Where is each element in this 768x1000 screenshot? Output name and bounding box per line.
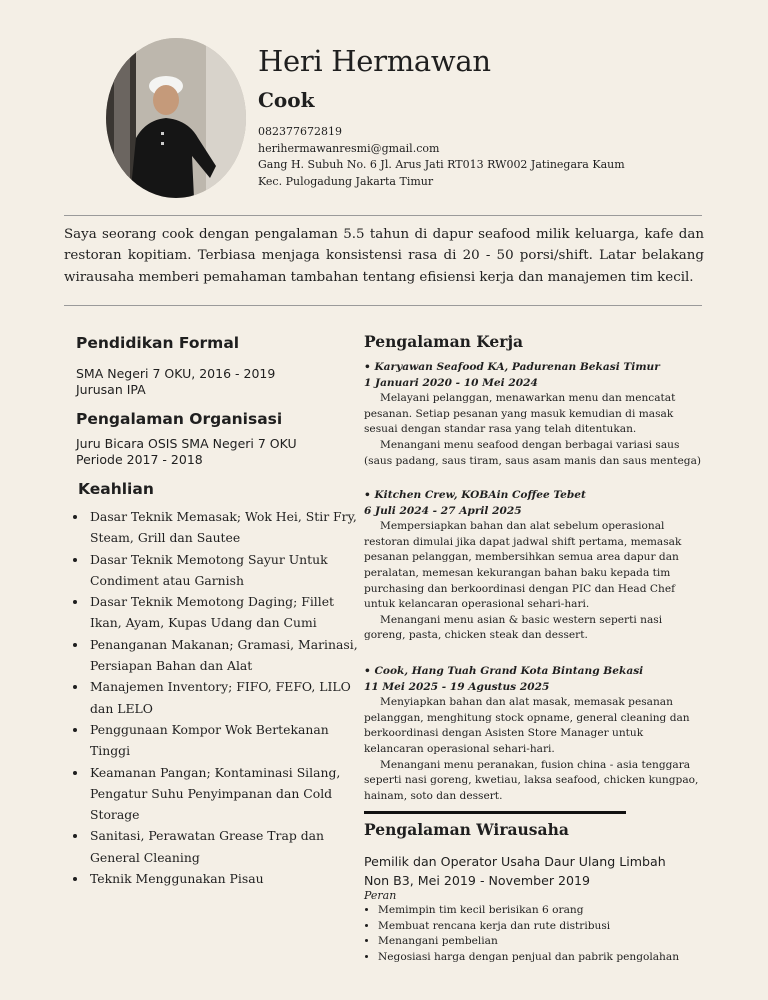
list-item: • Dasar Teknik Memotong Daging; Fillet Ikan, Ayam, Kupas Udang dan Cumi	[88, 591, 358, 634]
organization-line-1: Juru Bicara OSIS SMA Negeri 7 OKU	[76, 436, 297, 451]
list-item: • Sanitasi, Perawatan Grease Trap dan General Cleaning	[88, 825, 358, 868]
divider-bottom	[64, 305, 702, 306]
list-item: • Manajemen Inventory; FIFO, FEFO, LILO dan LELO	[88, 676, 358, 719]
job-description: Mempersiapkan bahan dan alat sebelum operasional restoran dimulai jika dapat jadwal shift pertama, memasak pesanan pelanggan, membersihkan semua area dapur dan peralatan, memesan kekurangan bahan baku kepada tim purchasing dan berkoordinasi dengan PIC dan Head Chef untuk kelancaran operasional sehari-hari.	[364, 520, 682, 611]
address-line-2: Kec. Pulogadung Jakarta Timur	[258, 174, 434, 188]
job-description: Menyiapkan bahan dan alat masak, memasak pesanan pelanggan, menghitung stock opname, general cleaning dan berkoordinasi dengan Asisten Store Manager untuk kelancaran operasional sehari-hari.	[364, 696, 690, 755]
job-dates: 11 Mei 2025 - 19 Agustus 2025	[364, 680, 550, 693]
education-line-2: Jurusan IPA	[76, 382, 146, 397]
entrepreneur-role-label: Peran	[364, 889, 397, 902]
divider-top	[64, 215, 702, 216]
contact-block	[258, 124, 625, 190]
list-item: • Membuat rencana kerja dan rute distribusi	[378, 919, 679, 935]
list-item: • Penggunaan Kompor Wok Bertekanan Tinggi	[88, 719, 358, 762]
skills-list	[74, 506, 358, 889]
candidate-role: Cook	[258, 88, 315, 112]
job-description: Menangani menu asian & basic western seperti nasi goreng, pasta, chicken steak dan dessert.	[364, 613, 663, 642]
phone-number: 082377672819	[258, 125, 342, 138]
job-title: • Karyawan Seafood KA, Padurenan Bekasi Timur	[364, 361, 660, 373]
entrepreneur-line-2: Non B3, Mei 2019 - November 2019	[364, 873, 591, 888]
candidate-name: Heri Hermawan	[258, 44, 491, 78]
list-item: • Memimpin tim kecil berisikan 6 orang	[378, 903, 679, 919]
job-entry-3	[364, 664, 704, 804]
job-dates: 1 Januari 2020 - 10 Mei 2024	[364, 376, 538, 389]
entrepreneur-list	[366, 903, 679, 965]
job-entry-2	[364, 488, 704, 644]
work-heading: Pengalaman Kerja	[364, 332, 524, 351]
list-item: • Keamanan Pangan; Kontaminasi Silang, Pengatur Suhu Penyimpanan dan Cold Storage	[88, 762, 358, 826]
email-address: herihermawanresmi@gmail.com	[258, 141, 440, 155]
profile-photo	[106, 38, 246, 198]
list-item: • Penanganan Makanan; Gramasi, Marinasi, Persiapan Bahan dan Alat	[88, 634, 358, 677]
address-line-1: Gang H. Subuh No. 6 Jl. Arus Jati RT013 RW002 Jatinegara Kaum	[258, 158, 625, 172]
job-title: • Kitchen Crew, KOBAin Coffee Tebet	[364, 489, 586, 501]
entrepreneur-line-1: Pemilik dan Operator Usaha Daur Ulang Limbah	[364, 854, 666, 869]
job-title: • Cook, Hang Tuah Grand Kota Bintang Bekasi	[364, 665, 644, 677]
job-description: Menangani menu peranakan, fusion china - asia tenggara seperti nasi goreng, kwetiau, laksa seafood, chicken kungpao, hainam, soto dan dessert.	[364, 758, 699, 802]
list-item: • Teknik Menggunakan Pisau	[88, 868, 358, 889]
list-item: • Negosiasi harga dengan penjual dan pabrik pengolahan	[378, 950, 679, 966]
job-dates: 6 Juli 2024 - 27 April 2025	[364, 504, 522, 517]
education-line-1: SMA Negeri 7 OKU, 2016 - 2019	[76, 366, 276, 381]
list-item: • Dasar Teknik Memotong Sayur Untuk Condiment atau Garnish	[88, 549, 358, 592]
summary-text: Saya seorang cook dengan pengalaman 5.5 tahun di dapur seafood milik keluarga, kafe dan restoran kopitiam. Terbiasa menjaga konsistensi rasa di 20 - 50 porsi/shift. Latar belakang wirausaha memberi pemahaman tambahan tentang efisiensi kerja dan manajemen tim kecil.	[64, 227, 704, 285]
education-heading: Pendidikan Formal	[76, 334, 240, 352]
organization-heading: Pengalaman Organisasi	[76, 410, 283, 428]
section-divider	[364, 811, 626, 814]
job-description: Melayani pelanggan, menawarkan menu dan mencatat pesanan. Setiap pesanan yang masuk kemudian di masak sesuai dengan standar rasa yang telah ditentukan.	[364, 392, 676, 436]
organization-line-2: Periode 2017 - 2018	[76, 452, 203, 467]
skills-heading: Keahlian	[78, 480, 154, 498]
list-item: • Menangani pembelian	[378, 934, 679, 950]
list-item: • Dasar Teknik Memasak; Wok Hei, Stir Fry, Steam, Grill dan Sautee	[88, 506, 358, 549]
job-description: Menangani menu seafood dengan berbagai variasi saus (saus padang, saus tiram, saus asam manis dan saus mentega)	[364, 438, 702, 467]
job-entry-1	[364, 360, 704, 469]
person-photo-icon	[106, 38, 246, 198]
entrepreneur-heading: Pengalaman Wirausaha	[364, 820, 569, 839]
